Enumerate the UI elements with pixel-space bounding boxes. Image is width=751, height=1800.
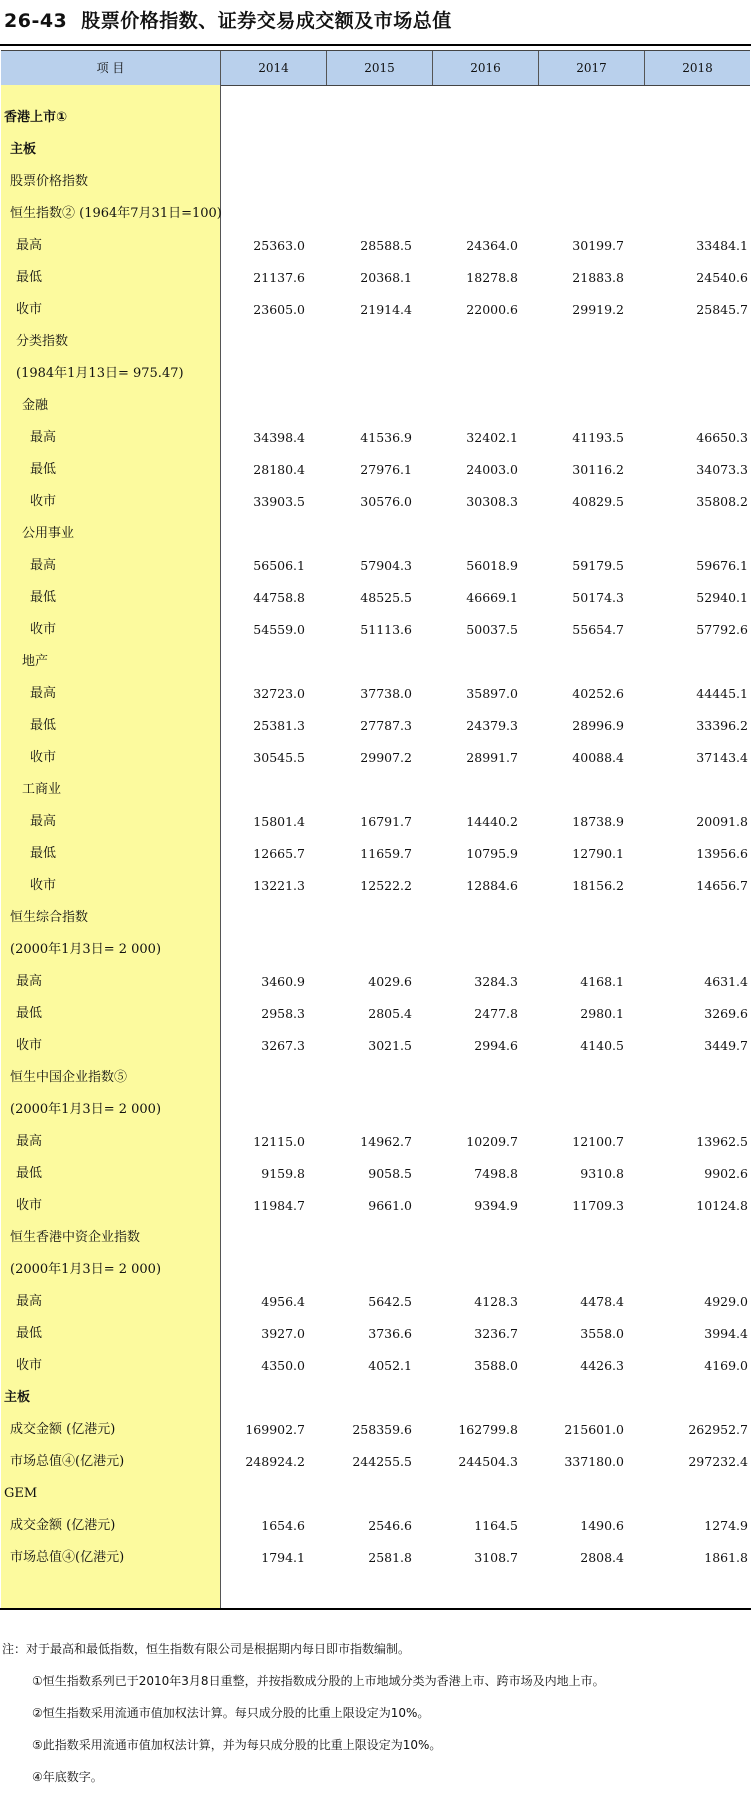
cell-value: 2958.3 bbox=[261, 1006, 305, 1021]
table-row bbox=[0, 198, 751, 230]
cell-value: 2477.8 bbox=[474, 1006, 518, 1021]
cell-value: 40088.4 bbox=[572, 750, 624, 765]
row-label: GEM bbox=[4, 1486, 38, 1501]
table-row bbox=[0, 1318, 751, 1350]
cell-value: 1654.6 bbox=[261, 1518, 305, 1533]
cell-value: 27787.3 bbox=[360, 718, 412, 733]
cell-value: 4169.0 bbox=[704, 1358, 748, 1373]
cell-value: 30116.2 bbox=[572, 462, 624, 477]
cell-value: 12522.2 bbox=[360, 878, 412, 893]
top-rule bbox=[0, 44, 751, 46]
cell-value: 4956.4 bbox=[261, 1294, 305, 1309]
header-year: 2018 bbox=[682, 61, 713, 75]
cell-value: 3558.0 bbox=[580, 1326, 624, 1341]
row-label: 恒生香港中资企业指数 bbox=[10, 1230, 141, 1245]
table-row bbox=[0, 1222, 751, 1254]
footnote: ④年底数字。 bbox=[32, 1770, 103, 1784]
row-label: 恒生指数② (1964年7月31日=100) bbox=[10, 206, 222, 221]
row-label: 市场总值④(亿港元) bbox=[10, 1550, 125, 1565]
row-label: 地产 bbox=[22, 654, 49, 669]
cell-value: 9394.9 bbox=[474, 1198, 518, 1213]
cell-value: 50174.3 bbox=[572, 590, 624, 605]
cell-value: 3736.6 bbox=[368, 1326, 412, 1341]
cell-value: 2546.6 bbox=[368, 1518, 412, 1533]
cell-value: 23605.0 bbox=[253, 302, 305, 317]
cell-value: 18738.9 bbox=[572, 814, 624, 829]
cell-value: 32402.1 bbox=[466, 430, 518, 445]
table-row bbox=[0, 806, 751, 838]
table-row bbox=[0, 838, 751, 870]
cell-value: 13221.3 bbox=[253, 878, 305, 893]
cell-value: 14656.7 bbox=[696, 878, 748, 893]
row-label: 最低 bbox=[30, 462, 57, 477]
cell-value: 258359.6 bbox=[352, 1422, 412, 1437]
table-row bbox=[0, 582, 751, 614]
cell-value: 10209.7 bbox=[466, 1134, 518, 1149]
table-row bbox=[0, 678, 751, 710]
cell-value: 3460.9 bbox=[261, 974, 305, 989]
table-row bbox=[0, 390, 751, 422]
cell-value: 1861.8 bbox=[704, 1550, 748, 1565]
cell-value: 32723.0 bbox=[253, 686, 305, 701]
cell-value: 4052.1 bbox=[368, 1358, 412, 1373]
cell-value: 34073.3 bbox=[696, 462, 748, 477]
footnote: ①恒生指数系列已于2010年3月8日重整，并按指数成分股的上市地域分类为香港上市、跨市场及内地上市。 bbox=[32, 1674, 605, 1688]
cell-value: 22000.6 bbox=[466, 302, 518, 317]
cell-value: 57904.3 bbox=[360, 558, 412, 573]
cell-value: 46650.3 bbox=[696, 430, 748, 445]
cell-value: 13956.6 bbox=[696, 846, 748, 861]
table-row bbox=[0, 1030, 751, 1062]
row-label: 收市 bbox=[30, 622, 57, 637]
cell-value: 12665.7 bbox=[253, 846, 305, 861]
cell-value: 16791.7 bbox=[360, 814, 412, 829]
row-label: 收市 bbox=[16, 302, 43, 317]
cell-value: 244255.5 bbox=[352, 1454, 412, 1469]
row-label: (2000年1月3日= 2 000) bbox=[10, 1102, 162, 1117]
cell-value: 3994.4 bbox=[704, 1326, 748, 1341]
cell-value: 37738.0 bbox=[360, 686, 412, 701]
table-row bbox=[0, 1478, 751, 1510]
cell-value: 25381.3 bbox=[253, 718, 305, 733]
table-row bbox=[0, 262, 751, 294]
cell-value: 44758.8 bbox=[253, 590, 305, 605]
table-row bbox=[0, 1062, 751, 1094]
row-label: (1984年1月13日= 975.47) bbox=[16, 366, 184, 381]
cell-value: 3269.6 bbox=[704, 1006, 748, 1021]
cell-value: 2980.1 bbox=[580, 1006, 624, 1021]
row-label: 市场总值④(亿港元) bbox=[10, 1454, 125, 1469]
cell-value: 5642.5 bbox=[368, 1294, 412, 1309]
table-row bbox=[0, 486, 751, 518]
cell-value: 25845.7 bbox=[696, 302, 748, 317]
cell-value: 21883.8 bbox=[572, 270, 624, 285]
cell-value: 41536.9 bbox=[360, 430, 412, 445]
cell-value: 24003.0 bbox=[466, 462, 518, 477]
row-label: 香港上市① bbox=[4, 110, 68, 125]
table-row bbox=[0, 1286, 751, 1318]
cell-value: 12884.6 bbox=[466, 878, 518, 893]
row-label: 公用事业 bbox=[22, 526, 75, 541]
row-label: 最高 bbox=[30, 686, 57, 701]
table-row bbox=[0, 358, 751, 390]
row-label: 恒生综合指数 bbox=[10, 910, 89, 925]
cell-value: 14440.2 bbox=[466, 814, 518, 829]
table-number: 26-43 bbox=[4, 10, 68, 32]
row-label: (2000年1月3日= 2 000) bbox=[10, 1262, 162, 1277]
cell-value: 215601.0 bbox=[564, 1422, 624, 1437]
cell-value: 3108.7 bbox=[474, 1550, 518, 1565]
cell-value: 27976.1 bbox=[360, 462, 412, 477]
table-row bbox=[0, 774, 751, 806]
cell-value: 21914.4 bbox=[360, 302, 412, 317]
bottom-rule bbox=[0, 1608, 751, 1610]
cell-value: 4929.0 bbox=[704, 1294, 748, 1309]
table-row bbox=[0, 1414, 751, 1446]
cell-value: 3021.5 bbox=[368, 1038, 412, 1053]
row-label: 最低 bbox=[30, 590, 57, 605]
cell-value: 21137.6 bbox=[253, 270, 305, 285]
cell-value: 34398.4 bbox=[253, 430, 305, 445]
row-label: 最高 bbox=[16, 974, 43, 989]
table-row bbox=[0, 230, 751, 262]
cell-value: 28991.7 bbox=[466, 750, 518, 765]
cell-value: 33484.1 bbox=[696, 238, 748, 253]
cell-value: 15801.4 bbox=[253, 814, 305, 829]
cell-value: 30545.5 bbox=[253, 750, 305, 765]
header-year: 2017 bbox=[576, 61, 607, 75]
cell-value: 162799.8 bbox=[458, 1422, 518, 1437]
cell-value: 59179.5 bbox=[572, 558, 624, 573]
cell-value: 55654.7 bbox=[572, 622, 624, 637]
cell-value: 4350.0 bbox=[261, 1358, 305, 1373]
footnote: ⑤此指数采用流通市值加权法计算，并为每只成分股的比重上限设定为10%。 bbox=[32, 1738, 442, 1752]
table-row bbox=[0, 294, 751, 326]
row-label: 最低 bbox=[16, 1006, 43, 1021]
table-row bbox=[0, 102, 751, 134]
cell-value: 1794.1 bbox=[261, 1550, 305, 1565]
row-label: 最高 bbox=[16, 238, 43, 253]
cell-value: 24379.3 bbox=[466, 718, 518, 733]
cell-value: 30576.0 bbox=[360, 494, 412, 509]
table-row bbox=[0, 518, 751, 550]
cell-value: 28996.9 bbox=[572, 718, 624, 733]
cell-value: 29907.2 bbox=[360, 750, 412, 765]
row-label: 最低 bbox=[30, 718, 57, 733]
row-label: 最低 bbox=[30, 846, 57, 861]
header-year: 2016 bbox=[470, 61, 501, 75]
cell-value: 3449.7 bbox=[704, 1038, 748, 1053]
footnote: ②恒生指数采用流通市值加权法计算。每只成分股的比重上限设定为10%。 bbox=[32, 1706, 430, 1720]
row-label: 最高 bbox=[30, 430, 57, 445]
row-label: 收市 bbox=[30, 494, 57, 509]
table-row bbox=[0, 710, 751, 742]
cell-value: 7498.8 bbox=[474, 1166, 518, 1181]
cell-value: 41193.5 bbox=[572, 430, 624, 445]
row-label: 最低 bbox=[16, 1166, 43, 1181]
cell-value: 337180.0 bbox=[564, 1454, 624, 1469]
cell-value: 29919.2 bbox=[572, 302, 624, 317]
cell-value: 24540.6 bbox=[696, 270, 748, 285]
row-label: 最低 bbox=[16, 1326, 43, 1341]
cell-value: 11659.7 bbox=[360, 846, 412, 861]
cell-value: 4426.3 bbox=[580, 1358, 624, 1373]
row-label: 收市 bbox=[16, 1038, 43, 1053]
row-label: 最高 bbox=[30, 558, 57, 573]
cell-value: 1274.9 bbox=[704, 1518, 748, 1533]
cell-value: 30308.3 bbox=[466, 494, 518, 509]
row-label: 收市 bbox=[16, 1198, 43, 1213]
cell-value: 40829.5 bbox=[572, 494, 624, 509]
row-label: 工商业 bbox=[22, 782, 62, 797]
cell-value: 56018.9 bbox=[466, 558, 518, 573]
cell-value: 4631.4 bbox=[704, 974, 748, 989]
row-label: 主板 bbox=[4, 1390, 31, 1405]
table-row bbox=[0, 998, 751, 1030]
cell-value: 12100.7 bbox=[572, 1134, 624, 1149]
cell-value: 56506.1 bbox=[253, 558, 305, 573]
table-row bbox=[0, 934, 751, 966]
cell-value: 3267.3 bbox=[261, 1038, 305, 1053]
cell-value: 48525.5 bbox=[360, 590, 412, 605]
table-row bbox=[0, 1254, 751, 1286]
cell-value: 4029.6 bbox=[368, 974, 412, 989]
page-title bbox=[4, 4, 452, 38]
cell-value: 12790.1 bbox=[572, 846, 624, 861]
cell-value: 262952.7 bbox=[688, 1422, 748, 1437]
cell-value: 9310.8 bbox=[580, 1166, 624, 1181]
cell-value: 9661.0 bbox=[368, 1198, 412, 1213]
table-row bbox=[0, 646, 751, 678]
table-row bbox=[0, 326, 751, 358]
cell-value: 10124.8 bbox=[696, 1198, 748, 1213]
table-row bbox=[0, 902, 751, 934]
cell-value: 46669.1 bbox=[466, 590, 518, 605]
table-row bbox=[0, 454, 751, 486]
cell-value: 40252.6 bbox=[572, 686, 624, 701]
cell-value: 20368.1 bbox=[360, 270, 412, 285]
table-row bbox=[0, 1382, 751, 1414]
table-row bbox=[0, 134, 751, 166]
row-label: 金融 bbox=[22, 398, 49, 413]
header-year: 2015 bbox=[364, 61, 395, 75]
cell-value: 2808.4 bbox=[580, 1550, 624, 1565]
cell-value: 4140.5 bbox=[580, 1038, 624, 1053]
cell-value: 13962.5 bbox=[696, 1134, 748, 1149]
cell-value: 25363.0 bbox=[253, 238, 305, 253]
cell-value: 12115.0 bbox=[253, 1134, 305, 1149]
table-row bbox=[0, 870, 751, 902]
cell-value: 20091.8 bbox=[696, 814, 748, 829]
table-row bbox=[0, 966, 751, 998]
cell-value: 44445.1 bbox=[696, 686, 748, 701]
table-row bbox=[0, 1446, 751, 1478]
cell-value: 30199.7 bbox=[572, 238, 624, 253]
cell-value: 4168.1 bbox=[580, 974, 624, 989]
cell-value: 3284.3 bbox=[474, 974, 518, 989]
cell-value: 3927.0 bbox=[261, 1326, 305, 1341]
row-label: 主板 bbox=[10, 142, 37, 157]
cell-value: 10795.9 bbox=[466, 846, 518, 861]
row-label: 恒生中国企业指数⑤ bbox=[10, 1070, 128, 1085]
cell-value: 169902.7 bbox=[245, 1422, 305, 1437]
table-header bbox=[1, 50, 750, 86]
row-label: 收市 bbox=[16, 1358, 43, 1373]
table-row bbox=[0, 422, 751, 454]
row-label: 最高 bbox=[16, 1294, 43, 1309]
row-label: 成交金额 (亿港元) bbox=[10, 1518, 116, 1533]
cell-value: 9159.8 bbox=[261, 1166, 305, 1181]
cell-value: 35808.2 bbox=[696, 494, 748, 509]
table-row bbox=[0, 1094, 751, 1126]
table-row bbox=[0, 1158, 751, 1190]
cell-value: 1490.6 bbox=[580, 1518, 624, 1533]
cell-value: 18156.2 bbox=[572, 878, 624, 893]
row-label: 最低 bbox=[16, 270, 43, 285]
cell-value: 4128.3 bbox=[474, 1294, 518, 1309]
cell-value: 2994.6 bbox=[474, 1038, 518, 1053]
row-label: 股票价格指数 bbox=[10, 174, 89, 189]
cell-value: 57792.6 bbox=[696, 622, 748, 637]
cell-value: 28180.4 bbox=[253, 462, 305, 477]
table-row bbox=[0, 1510, 751, 1542]
cell-value: 18278.8 bbox=[466, 270, 518, 285]
cell-value: 3588.0 bbox=[474, 1358, 518, 1373]
cell-value: 9058.5 bbox=[368, 1166, 412, 1181]
cell-value: 24364.0 bbox=[466, 238, 518, 253]
cell-value: 11984.7 bbox=[253, 1198, 305, 1213]
cell-value: 37143.4 bbox=[696, 750, 748, 765]
row-label: 最高 bbox=[16, 1134, 43, 1149]
table-row bbox=[0, 614, 751, 646]
cell-value: 50037.5 bbox=[466, 622, 518, 637]
cell-value: 51113.6 bbox=[360, 622, 412, 637]
row-label: 收市 bbox=[30, 878, 57, 893]
cell-value: 33396.2 bbox=[696, 718, 748, 733]
row-label: 分类指数 bbox=[16, 334, 69, 349]
table-row bbox=[0, 1542, 751, 1574]
table-row bbox=[0, 1126, 751, 1158]
cell-value: 1164.5 bbox=[474, 1518, 518, 1533]
table-row bbox=[0, 1350, 751, 1382]
row-label: (2000年1月3日= 2 000) bbox=[10, 942, 162, 957]
cell-value: 3236.7 bbox=[474, 1326, 518, 1341]
cell-value: 14962.7 bbox=[360, 1134, 412, 1149]
cell-value: 2581.8 bbox=[368, 1550, 412, 1565]
cell-value: 9902.6 bbox=[704, 1166, 748, 1181]
table-row bbox=[0, 550, 751, 582]
cell-value: 33903.5 bbox=[253, 494, 305, 509]
cell-value: 52940.1 bbox=[696, 590, 748, 605]
cell-value: 297232.4 bbox=[688, 1454, 748, 1469]
table-row bbox=[0, 166, 751, 198]
cell-value: 54559.0 bbox=[253, 622, 305, 637]
table-row bbox=[0, 1190, 751, 1222]
cell-value: 4478.4 bbox=[580, 1294, 624, 1309]
header-year: 2014 bbox=[258, 61, 289, 75]
cell-value: 59676.1 bbox=[696, 558, 748, 573]
table-row bbox=[0, 742, 751, 774]
row-label: 最高 bbox=[30, 814, 57, 829]
cell-value: 35897.0 bbox=[466, 686, 518, 701]
row-label: 成交金额 (亿港元) bbox=[10, 1422, 116, 1437]
cell-value: 2805.4 bbox=[368, 1006, 412, 1021]
cell-value: 244504.3 bbox=[458, 1454, 518, 1469]
cell-value: 11709.3 bbox=[572, 1198, 624, 1213]
table-title: 股票价格指数、证券交易成交额及市场总值 bbox=[81, 10, 452, 32]
row-label: 收市 bbox=[30, 750, 57, 765]
cell-value: 28588.5 bbox=[360, 238, 412, 253]
footnote: 注：对于最高和最低指数，恒生指数有限公司是根据期内每日即市指数编制。 bbox=[2, 1642, 411, 1656]
cell-value: 248924.2 bbox=[245, 1454, 305, 1469]
header-item: 项 目 bbox=[96, 61, 125, 75]
